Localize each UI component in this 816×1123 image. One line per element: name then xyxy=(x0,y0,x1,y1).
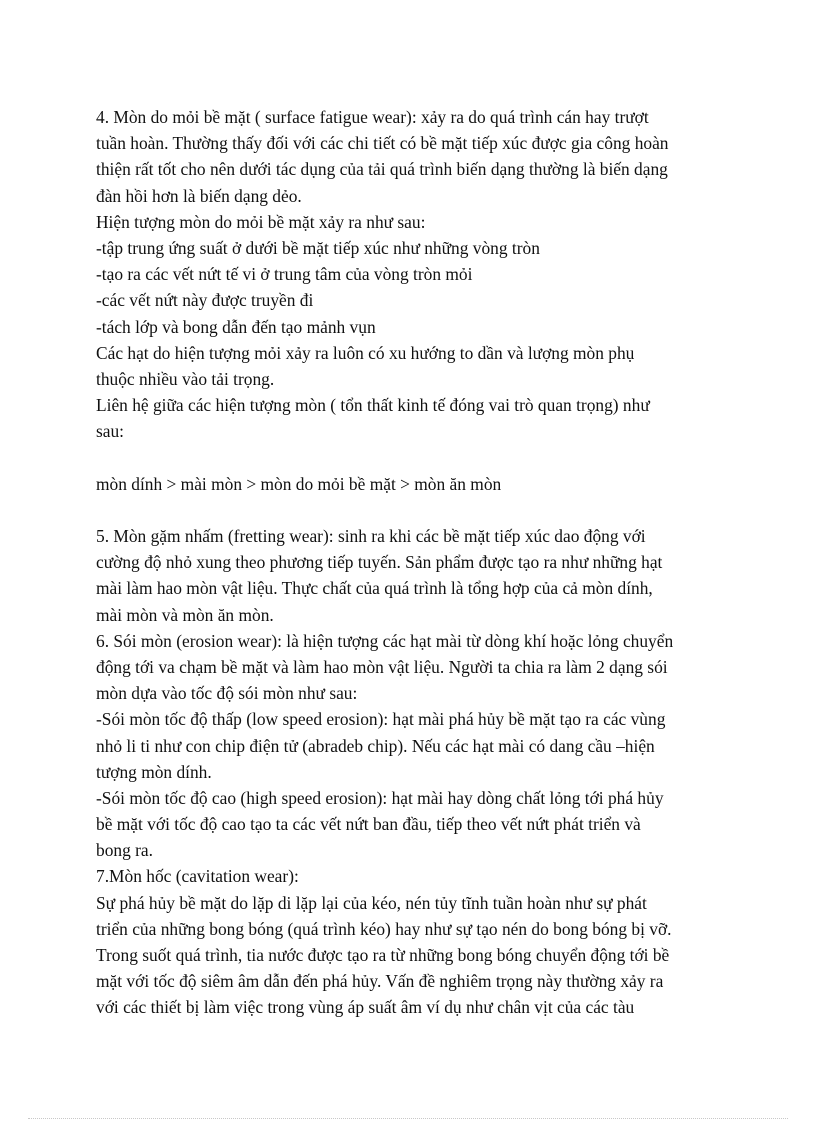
paragraph-line: 4. Mòn do mỏi bề mặt ( surface fatigue wear): xảy ra do quá trình cán hay trượt xyxy=(96,107,649,127)
section-heading: 7.Mòn hốc (cavitation wear): xyxy=(96,866,299,887)
paragraph-line: 6. Sói mòn (erosion wear): là hiện tượng các hạt mài từ dòng khí hoặc lỏng chuyển xyxy=(96,630,674,651)
paragraph-line: Hiện tượng mòn do mỏi bề mặt xảy ra như sau: xyxy=(96,211,426,232)
paragraph-line: mặt với tốc độ siêm âm dẫn đến phá hủy. Vấn đề nghiêm trọng này thường xảy ra xyxy=(96,971,664,992)
paragraph-line: sau: xyxy=(96,421,125,442)
list-item: -Sói mòn tốc độ thấp (low speed erosion): hạt mài phá hủy bề mặt tạo ra các vùng xyxy=(96,709,666,730)
list-item: -Sói mòn tốc độ cao (high speed erosion): hạt mài hay dòng chất lỏng tới phá hủy xyxy=(96,787,664,808)
blank-line xyxy=(96,497,726,523)
paragraph-line: 5. Mòn gặm nhấm (fretting wear): sinh ra khi các bề mặt tiếp xúc dao động với xyxy=(96,526,646,546)
paragraph-line: cường độ nhỏ xung theo phương tiếp tuyến. Sản phẩm được tạo ra như những hạt xyxy=(96,552,663,573)
paragraph-line: Các hạt do hiện tượng mỏi xảy ra luôn có xu hướng to dần và lượng mòn phụ xyxy=(96,342,635,363)
paragraph-line: nhỏ li ti như con chip điện tử (abradeb chip). Nếu các hạt mài có dang cầu –hiện xyxy=(96,735,655,756)
paragraph-line: với các thiết bị làm việc trong vùng áp suất âm ví dụ như chân vịt của các tàu xyxy=(96,997,635,1018)
paragraph-line: mài làm hao mòn vật liệu. Thực chất của quá trình là tổng hợp của cả mòn dính, xyxy=(96,578,653,599)
paragraph-line: bong ra. xyxy=(96,840,153,861)
paragraph-line: bề mặt với tốc độ cao tạo ta các vết nứt ban đầu, tiếp theo vết nứt phát triển và xyxy=(96,814,641,835)
document-body xyxy=(96,104,726,1021)
paragraph-line: thiện rất tốt cho nên dưới tác dụng của tải quá trình biến dạng thường là biến dạng xyxy=(96,159,668,180)
paragraph-line: triển của những bong bóng (quá trình kéo) hay như sự tạo nén do bong bóng bị vỡ. xyxy=(96,918,672,939)
paragraph-line: Sự phá hủy bề mặt do lặp di lặp lại của kéo, nén tủy tĩnh tuần hoàn như sự phát xyxy=(96,892,647,913)
page-bottom-divider xyxy=(28,1118,788,1119)
paragraph-line: đàn hồi hơn là biến dạng dẻo. xyxy=(96,185,302,206)
list-item: -tạo ra các vết nứt tế vi ở trung tâm của vòng tròn mỏi xyxy=(96,264,473,285)
list-item: -tách lớp và bong dẫn đến tạo mảnh vụn xyxy=(96,316,376,337)
list-item: -tập trung ứng suất ở dưới bề mặt tiếp xúc như những vòng tròn xyxy=(96,237,540,258)
paragraph-line: tượng mòn dính. xyxy=(96,761,212,782)
paragraph-line: Trong suốt quá trình, tia nước được tạo ra từ những bong bóng chuyển động tới bề xyxy=(96,945,670,965)
blank-line xyxy=(96,444,726,470)
list-item: -các vết nứt này được truyền đi xyxy=(96,290,314,311)
paragraph-line: mài mòn và mòn ăn mòn. xyxy=(96,604,274,625)
paragraph-line: tuần hoàn. Thường thấy đối với các chi tiết có bề mặt tiếp xúc được gia công hoàn xyxy=(96,133,669,154)
paragraph-line: Liên hệ giữa các hiện tượng mòn ( tổn thất kinh tế đóng vai trò quan trọng) như xyxy=(96,395,650,416)
wear-ranking-line: mòn dính > mài mòn > mòn do mỏi bề mặt > mòn ăn mòn xyxy=(96,473,502,494)
paragraph-line: động tới va chạm bề mặt và làm hao mòn vật liệu. Người ta chia ra làm 2 dạng sói xyxy=(96,656,668,677)
paragraph-line: thuộc nhiều vào tải trọng. xyxy=(96,368,275,389)
paragraph-line: mòn dựa vào tốc độ sói mòn như sau: xyxy=(96,683,358,704)
